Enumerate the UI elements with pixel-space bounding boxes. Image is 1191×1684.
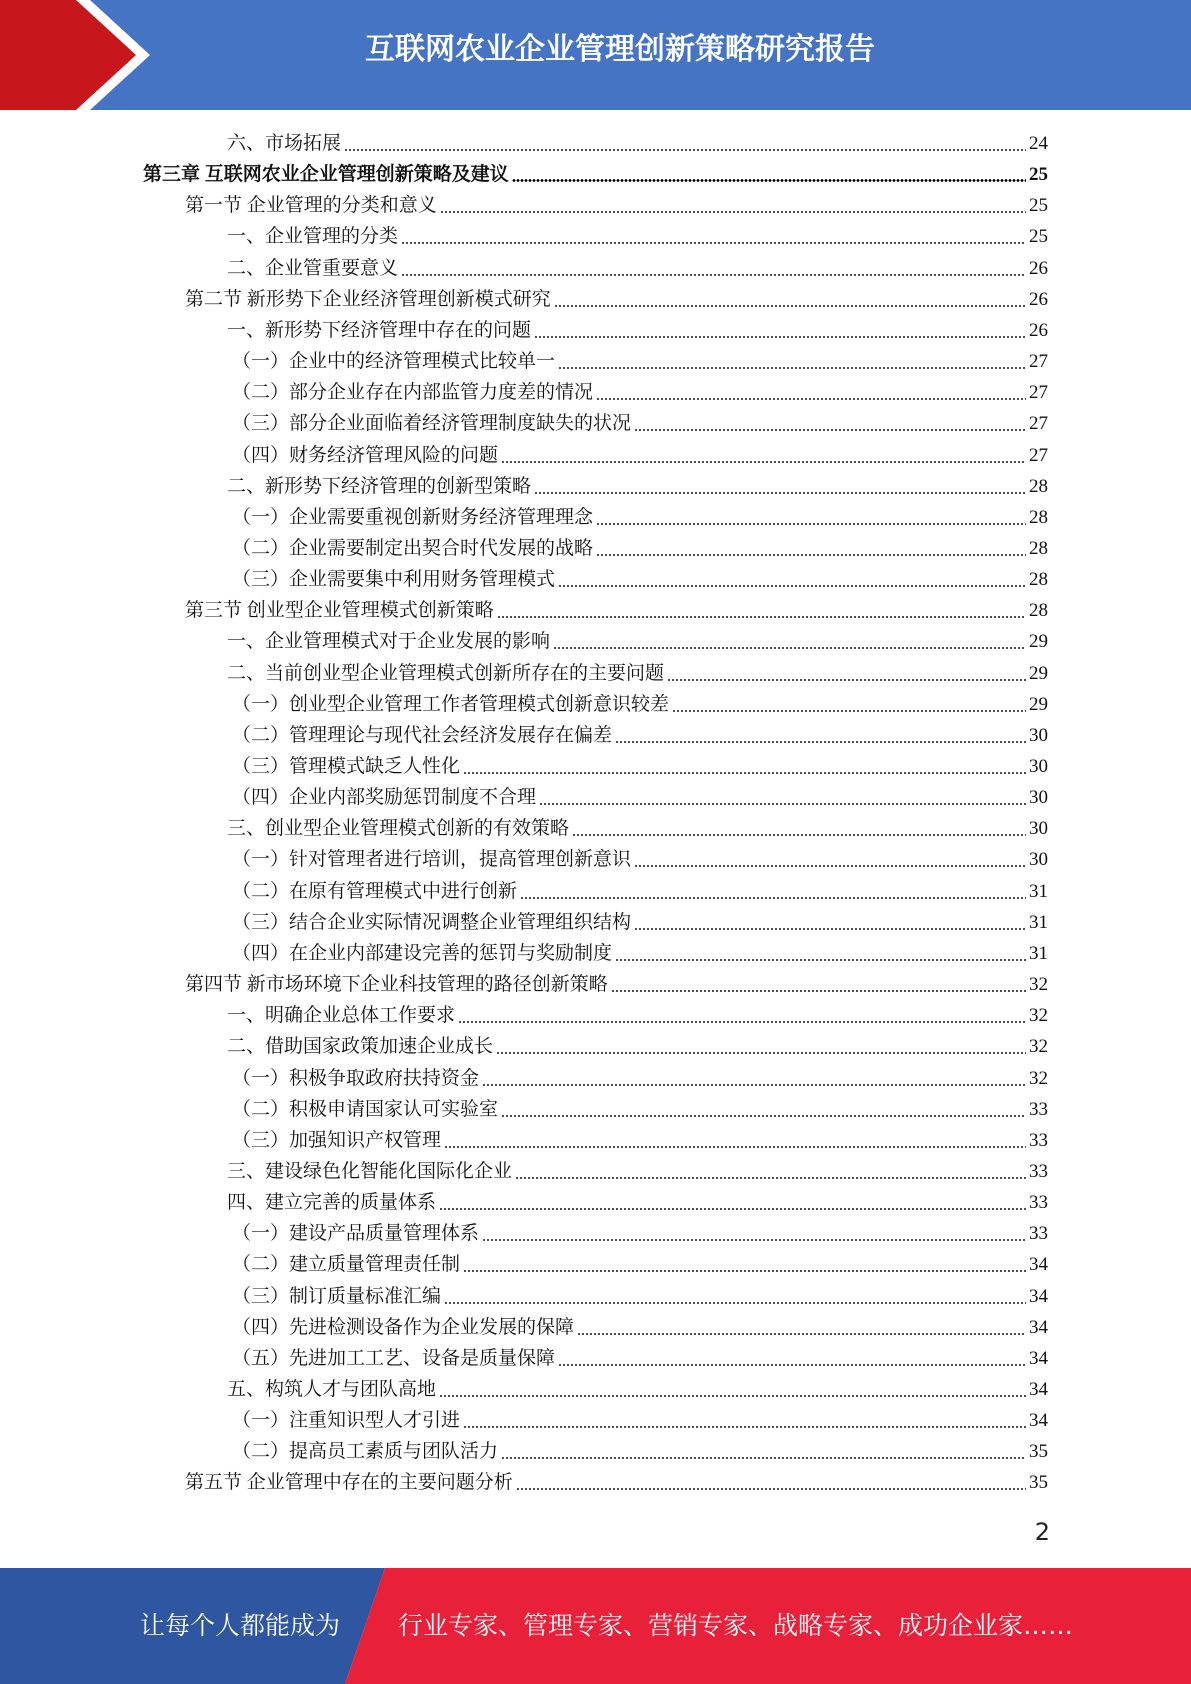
toc-entry-page: 24 <box>1029 133 1048 154</box>
toc-entry[interactable] <box>232 876 1048 907</box>
toc-entry[interactable] <box>232 1063 1048 1094</box>
toc-entry-page: 32 <box>1029 974 1048 996</box>
toc-entry-title: 二、新形势下经济管理的创新型策略 <box>227 475 532 497</box>
toc-entry[interactable] <box>232 346 1048 377</box>
toc-entry-page: 33 <box>1029 1192 1048 1214</box>
toc-entry-title: 一、新形势下经济管理中存在的问题 <box>227 319 532 341</box>
toc-dot-leader <box>463 1426 1026 1428</box>
arrow-fill <box>0 0 136 110</box>
toc-entry-title: （四）企业内部奖励惩罚制度不合理 <box>232 787 537 809</box>
toc-entry-title: （一）创业型企业管理工作者管理模式创新意识较差 <box>232 693 670 715</box>
toc-dot-leader <box>516 1488 1026 1490</box>
toc-entry-title: 一、企业管理模式对于企业发展的影响 <box>227 631 551 653</box>
toc-dot-leader <box>634 429 1026 431</box>
toc-entry[interactable] <box>227 1374 1048 1405</box>
page-footer <box>0 1568 1191 1684</box>
toc-entry-page: 34 <box>1029 1254 1048 1276</box>
toc-dot-leader <box>611 990 1026 992</box>
toc-entry-title: 五、构筑人才与团队高地 <box>227 1379 437 1400</box>
toc-dot-leader <box>444 1302 1026 1304</box>
toc-entry-title: 三、建设绿色化智能化国际化企业 <box>227 1160 513 1182</box>
toc-entry-page: 32 <box>1029 1067 1048 1089</box>
toc-entry-title: 第三章 互联网农业企业管理创新策略及建议 <box>143 164 509 186</box>
toc-entry-page: 35 <box>1029 1472 1048 1494</box>
toc-entry[interactable] <box>232 1218 1048 1249</box>
toc-dot-leader <box>501 1115 1026 1117</box>
toc-dot-leader <box>615 741 1026 743</box>
toc-entry-page: 30 <box>1029 756 1048 777</box>
toc-dot-leader <box>596 523 1026 525</box>
toc-dot-leader <box>501 461 1026 463</box>
toc-entry-page: 34 <box>1029 1285 1048 1307</box>
toc-entry-page: 32 <box>1029 1036 1048 1058</box>
toc-entry-page: 30 <box>1029 787 1048 809</box>
toc-dot-leader <box>554 305 1026 307</box>
toc-entry-page: 26 <box>1029 288 1048 310</box>
toc-entry-title: 第二节 新形势下企业经济管理创新模式研究 <box>185 288 551 310</box>
toc-entry[interactable] <box>232 751 1048 782</box>
toc-entry-page: 34 <box>1029 1379 1048 1400</box>
toc-entry[interactable] <box>232 564 1048 595</box>
toc-entry-page: 30 <box>1029 818 1048 840</box>
toc-entry[interactable] <box>232 1343 1048 1374</box>
toc-entry-page: 33 <box>1029 1098 1048 1120</box>
toc-dot-leader <box>615 959 1026 961</box>
toc-entry-title: 三、创业型企业管理模式创新的有效策略 <box>227 818 570 840</box>
toc-entry[interactable] <box>232 502 1048 533</box>
toc-entry[interactable] <box>227 658 1048 689</box>
toc-dot-leader <box>401 274 1026 276</box>
toc-entry-title: （二）在原有管理模式中进行创新 <box>232 880 518 902</box>
page-header <box>0 0 1191 110</box>
toc-entry[interactable] <box>232 1249 1048 1280</box>
toc-dot-leader <box>482 1084 1026 1086</box>
toc-entry[interactable] <box>232 720 1048 751</box>
toc-entry[interactable] <box>227 813 1048 844</box>
toc-entry-title: 第五节 企业管理中存在的主要问题分析 <box>185 1472 513 1494</box>
toc-entry-page: 31 <box>1029 942 1048 964</box>
red-arrow-decoration <box>0 0 160 110</box>
toc-entry-page: 31 <box>1029 911 1048 933</box>
toc-dot-leader <box>440 211 1026 213</box>
toc-entry-page: 28 <box>1029 569 1048 591</box>
toc-dot-leader <box>401 242 1026 244</box>
toc-entry[interactable] <box>232 938 1048 969</box>
toc-entry-page: 27 <box>1029 351 1048 373</box>
toc-entry-page: 28 <box>1029 600 1048 622</box>
toc-entry-title: （一）企业需要重视创新财务经济管理理念 <box>232 506 594 528</box>
toc-dot-leader <box>463 772 1026 774</box>
toc-entry-title: （三）企业需要集中利用财务管理模式 <box>232 569 556 591</box>
toc-dot-leader <box>596 398 1026 400</box>
toc-dot-leader <box>496 1052 1026 1054</box>
toc-dot-leader <box>458 1021 1026 1023</box>
toc-entry-page: 25 <box>1029 195 1048 217</box>
toc-entry[interactable] <box>227 626 1048 657</box>
toc-entry-title: 六、市场拓展 <box>227 133 342 154</box>
toc-entry-page: 33 <box>1029 1160 1048 1182</box>
toc-dot-leader <box>534 336 1026 338</box>
toc-dot-leader <box>534 492 1026 494</box>
toc-dot-leader <box>512 179 1026 182</box>
toc-entry[interactable] <box>232 1436 1048 1467</box>
toc-entry-title: （五）先进加工工艺、设备是质量保障 <box>232 1347 556 1369</box>
toc-entry-page: 26 <box>1029 319 1048 341</box>
toc-dot-leader <box>344 149 1026 151</box>
toc-entry-page: 25 <box>1029 164 1048 186</box>
toc-entry-page: 29 <box>1029 662 1048 684</box>
toc-entry[interactable] <box>227 128 1048 159</box>
footer-slogan-left: 让每个人都能成为 <box>140 1611 341 1640</box>
toc-entry-title: 二、企业管重要意义 <box>227 257 399 279</box>
toc-entry[interactable] <box>227 1000 1048 1031</box>
toc-entry-page: 32 <box>1029 1005 1048 1027</box>
toc-entry[interactable] <box>232 1125 1048 1156</box>
toc-entry-page: 27 <box>1029 382 1048 404</box>
toc-entry-title: 第三节 创业型企业管理模式创新策略 <box>185 600 494 622</box>
toc-entry-title: 二、当前创业型企业管理模式创新所存在的主要问题 <box>227 662 665 684</box>
toc-dot-leader <box>482 1239 1026 1241</box>
toc-entry-title: （二）积极申请国家认可实验室 <box>232 1098 499 1120</box>
toc-dot-leader <box>439 1395 1026 1397</box>
toc-entry[interactable] <box>232 533 1048 564</box>
toc-entry-page: 31 <box>1029 880 1048 902</box>
toc-entry[interactable] <box>232 408 1048 439</box>
toc-entry-title: （三）制订质量标准汇编 <box>232 1285 442 1307</box>
toc-entry-page: 30 <box>1029 724 1048 746</box>
toc-entry[interactable] <box>227 1031 1048 1062</box>
toc-entry-page: 27 <box>1029 444 1048 466</box>
toc-entry-page: 29 <box>1029 631 1048 653</box>
toc-entry[interactable] <box>232 1094 1048 1125</box>
toc-dot-leader <box>572 834 1026 836</box>
toc-dot-leader <box>596 554 1026 556</box>
toc-entry-page: 34 <box>1029 1316 1048 1338</box>
toc-dot-leader <box>501 1457 1026 1459</box>
toc-entry[interactable] <box>185 284 1048 315</box>
toc-entry-title: （三）部分企业面临着经济管理制度缺失的状况 <box>232 413 632 435</box>
toc-entry-title: （一）企业中的经济管理模式比较单一 <box>232 351 556 373</box>
toc-dot-leader <box>444 1146 1026 1148</box>
toc-entry-title: （四）财务经济管理风险的问题 <box>232 444 499 466</box>
page-number: 2 <box>1034 1518 1050 1546</box>
toc-entry-title: （一）注重知识型人才引进 <box>232 1410 461 1432</box>
toc-entry-title: （二）建立质量管理责任制 <box>232 1254 461 1276</box>
toc-entry-title: 第四节 新市场环境下企业科技管理的路径创新策略 <box>185 974 608 996</box>
toc-entry-title: 一、企业管理的分类 <box>227 226 399 248</box>
toc-entry[interactable] <box>232 1281 1048 1312</box>
toc-entry[interactable] <box>185 1467 1048 1498</box>
toc-entry-title: （一）针对管理者进行培训，提高管理创新意识 <box>232 849 632 871</box>
toc-dot-leader <box>634 865 1026 867</box>
toc-entry-page: 27 <box>1029 413 1048 435</box>
toc-entry-title: 二、借助国家政策加速企业成长 <box>227 1036 494 1058</box>
toc-entry[interactable] <box>232 907 1048 938</box>
toc-dot-leader <box>520 897 1026 899</box>
toc-entry-title: （二）提高员工素质与团队活力 <box>232 1441 499 1463</box>
toc-entry[interactable] <box>185 969 1048 1000</box>
toc-entry-page: 33 <box>1029 1223 1048 1245</box>
toc-entry[interactable] <box>232 782 1048 813</box>
toc-entry[interactable] <box>185 190 1048 221</box>
toc-entry-title: （一）积极争取政府扶持资金 <box>232 1067 480 1089</box>
toc-dot-leader <box>558 367 1026 369</box>
toc-entry[interactable] <box>232 1405 1048 1436</box>
toc-entry-title: （四）在企业内部建设完善的惩罚与奖励制度 <box>232 942 613 964</box>
toc-entry-title: （三）结合企业实际情况调整企业管理组织结构 <box>232 911 632 933</box>
toc-entry[interactable] <box>232 1312 1048 1343</box>
toc-entry-page: 26 <box>1029 257 1048 279</box>
toc-entry-page: 35 <box>1029 1441 1048 1463</box>
toc-dot-leader <box>497 616 1026 618</box>
toc-entry-title: 第一节 企业管理的分类和意义 <box>185 195 437 217</box>
toc-entry[interactable] <box>227 1156 1048 1187</box>
toc-entry[interactable] <box>232 689 1048 720</box>
toc-dot-leader <box>553 647 1026 649</box>
toc-entry-title: 一、明确企业总体工作要求 <box>227 1005 456 1027</box>
toc-entry-page: 28 <box>1029 537 1048 559</box>
toc-dot-leader <box>577 1333 1026 1335</box>
toc-dot-leader <box>672 710 1026 712</box>
toc-entry-page: 33 <box>1029 1129 1048 1151</box>
toc-entry-page: 25 <box>1029 226 1048 248</box>
toc-dot-leader <box>558 1364 1026 1366</box>
toc-entry[interactable] <box>232 844 1048 875</box>
toc-entry-title: （三）管理模式缺乏人性化 <box>232 756 461 777</box>
document-title: 互联网农业企业管理创新策略研究报告 <box>365 32 875 67</box>
toc-entry[interactable] <box>143 159 1048 190</box>
toc-entry-title: （四）先进检测设备作为企业发展的保障 <box>232 1316 575 1338</box>
footer-slogan-right: 行业专家、管理专家、营销专家、战略专家、成功企业家…… <box>398 1611 1074 1640</box>
toc-entry[interactable] <box>227 315 1048 346</box>
toc-dot-leader <box>515 1177 1026 1179</box>
toc-entry[interactable] <box>227 221 1048 252</box>
toc-entry-title: （二）部分企业存在内部监管力度差的情况 <box>232 382 594 404</box>
toc-entry-page: 30 <box>1029 849 1048 871</box>
toc-entry[interactable] <box>227 253 1048 284</box>
toc-entry-title: （一）建设产品质量管理体系 <box>232 1223 480 1245</box>
toc-dot-leader <box>634 928 1026 930</box>
toc-entry-title: （二）管理理论与现代社会经济发展存在偏差 <box>232 724 613 746</box>
toc-dot-leader <box>463 1270 1026 1272</box>
toc-dot-leader <box>539 803 1026 805</box>
toc-entry-page: 28 <box>1029 475 1048 497</box>
toc-entry-title: 四、建立完善的质量体系 <box>227 1192 437 1214</box>
toc-entry[interactable] <box>227 471 1048 502</box>
toc-entry-page: 28 <box>1029 506 1048 528</box>
toc-entry-page: 29 <box>1029 693 1048 715</box>
toc-entry[interactable] <box>185 595 1048 626</box>
toc-entry-title: （二）企业需要制定出契合时代发展的战略 <box>232 537 594 559</box>
toc-entry-page: 34 <box>1029 1410 1048 1432</box>
toc-entry[interactable] <box>227 1187 1048 1218</box>
toc-entry[interactable] <box>232 440 1048 471</box>
toc-entry-page: 34 <box>1029 1347 1048 1369</box>
toc-dot-leader <box>439 1208 1026 1210</box>
toc-dot-leader <box>558 585 1026 587</box>
toc-entry[interactable] <box>232 377 1048 408</box>
toc-entry-title: （三）加强知识产权管理 <box>232 1129 442 1151</box>
toc-dot-leader <box>667 679 1026 681</box>
